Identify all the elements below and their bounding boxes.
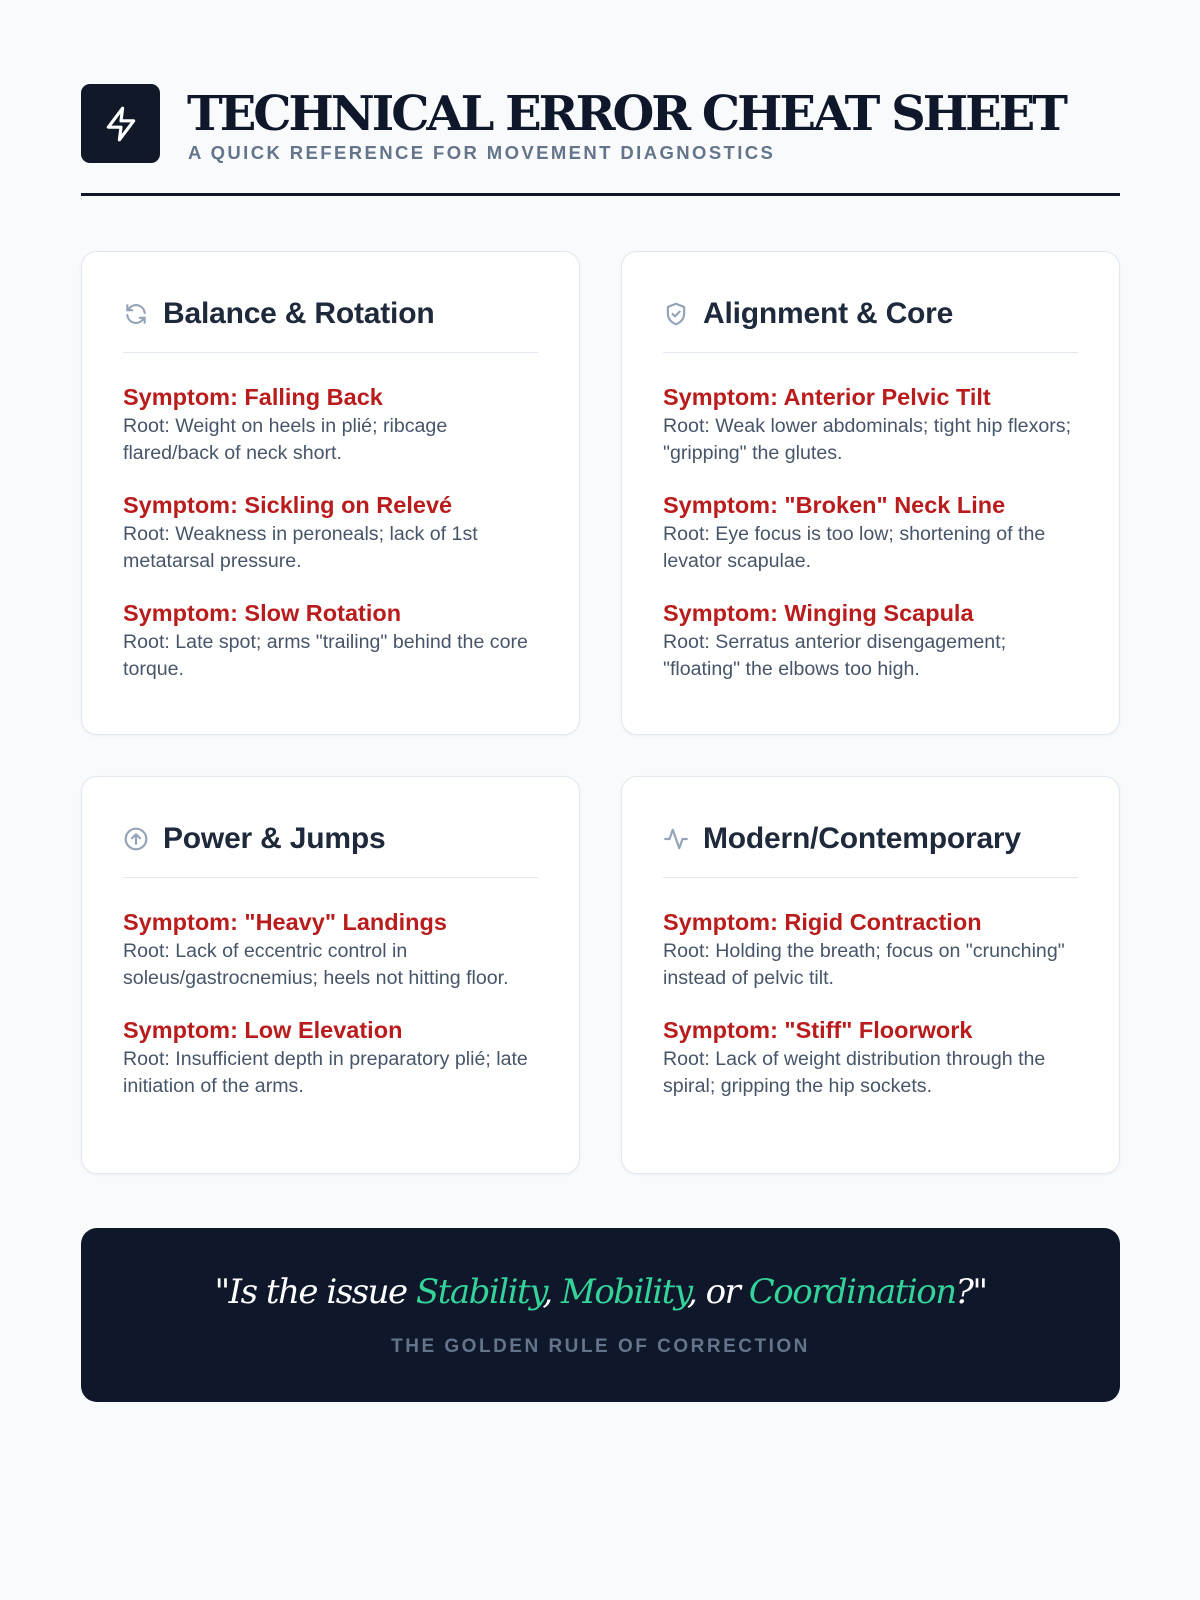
golden-rule-quote (81, 1272, 1120, 1312)
symptom-list (663, 353, 1078, 682)
card-modern-contemporary (621, 776, 1120, 1174)
symptom-list (123, 878, 538, 1099)
symptom-item (663, 381, 1078, 466)
golden-rule-caption: THE GOLDEN RULE OF CORRECTION (391, 1336, 810, 1357)
symptom-label: Symptom: Slow Rotation (123, 600, 402, 626)
symptom-item (123, 597, 538, 682)
page-header (81, 84, 1120, 196)
symptom-label: Symptom: "Heavy" Landings (123, 909, 447, 935)
symptom-label: Symptom: Rigid Contraction (663, 909, 982, 935)
symptom-item (123, 1014, 538, 1099)
symptom-label: Symptom: Falling Back (123, 384, 383, 410)
card-header (123, 777, 538, 878)
card-balance-rotation (81, 251, 580, 735)
quote-term-mobility: Mobility (561, 1272, 688, 1312)
card-header (123, 252, 538, 353)
page-subtitle: A QUICK REFERENCE FOR MOVEMENT DIAGNOSTICS (188, 142, 776, 163)
rotate-arrows-icon (123, 301, 149, 327)
card-title: Power & Jumps (163, 822, 386, 855)
symptom-label: Symptom: Winging Scapula (663, 600, 974, 626)
card-header (663, 252, 1078, 353)
quote-separator: , or (687, 1272, 749, 1312)
card-title: Balance & Rotation (163, 297, 435, 330)
activity-pulse-icon (663, 826, 689, 852)
symptom-item (663, 1014, 1078, 1099)
card-title: Alignment & Core (703, 297, 954, 330)
symptom-item (123, 489, 538, 574)
lightning-bolt-icon (102, 105, 140, 143)
arrow-up-circle-icon (123, 826, 149, 852)
symptom-list (663, 878, 1078, 1099)
root-cause: Root: Serratus anterior disengagement; "floating" the elbows too high. (663, 631, 1007, 680)
card-header (663, 777, 1078, 878)
root-cause: Root: Holding the breath; focus on "crunching" instead of pelvic tilt. (663, 940, 1065, 989)
symptom-label: Symptom: Low Elevation (123, 1017, 403, 1043)
quote-term-stability: Stability (415, 1272, 543, 1312)
symptom-label: Symptom: Sickling on Relevé (123, 492, 453, 518)
root-cause: Root: Insufficient depth in preparatory plié; late initiation of the arms. (123, 1048, 528, 1097)
symptom-list (123, 353, 538, 682)
card-title: Modern/Contemporary (703, 822, 1021, 855)
symptom-item (663, 597, 1078, 682)
golden-rule-banner (81, 1228, 1120, 1402)
root-cause: Root: Eye focus is too low; shortening of the levator scapulae. (663, 523, 1046, 572)
root-cause: Root: Weakness in peroneals; lack of 1st metatarsal pressure. (123, 523, 478, 572)
page-title: TECHNICAL ERROR CHEAT SHEET (187, 86, 1065, 142)
shield-check-icon (663, 301, 689, 327)
symptom-item (123, 906, 538, 991)
quote-separator: , (542, 1272, 562, 1312)
root-cause: Root: Weight on heels in plié; ribcage flared/back of neck short. (123, 415, 448, 464)
quote-suffix: ?" (955, 1272, 987, 1312)
root-cause: Root: Lack of weight distribution through the spiral; gripping the hip sockets. (663, 1048, 1046, 1097)
card-power-jumps (81, 776, 580, 1174)
symptom-item (123, 381, 538, 466)
root-cause: Root: Weak lower abdominals; tight hip flexors; "gripping" the glutes. (663, 415, 1072, 464)
symptom-item (663, 906, 1078, 991)
root-cause: Root: Late spot; arms "trailing" behind the core torque. (123, 631, 528, 680)
card-alignment-core (621, 251, 1120, 735)
quote-term-coordination: Coordination (748, 1272, 956, 1312)
symptom-label: Symptom: Anterior Pelvic Tilt (663, 384, 991, 410)
symptom-label: Symptom: "Stiff" Floorwork (663, 1017, 973, 1043)
quote-prefix: "Is the issue (214, 1272, 416, 1312)
symptom-item (663, 489, 1078, 574)
symptom-label: Symptom: "Broken" Neck Line (663, 492, 1006, 518)
logo-badge (81, 84, 160, 163)
root-cause: Root: Lack of eccentric control in soleus/gastrocnemius; heels not hitting floor. (123, 940, 509, 989)
